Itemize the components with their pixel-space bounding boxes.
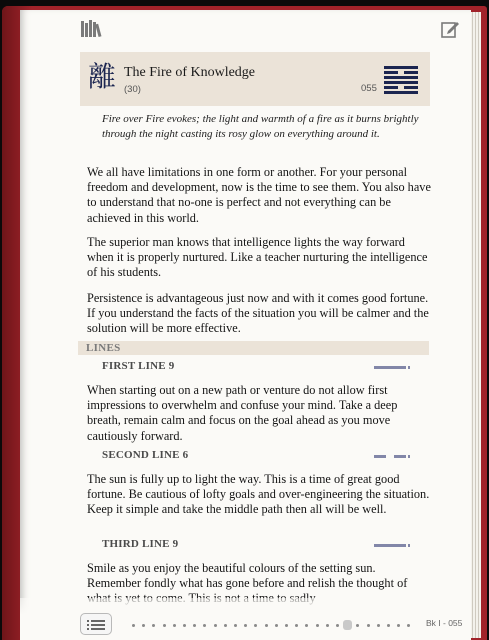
lines-section-header — [78, 341, 429, 355]
hexagram-header — [80, 52, 430, 106]
page-dot[interactable] — [234, 624, 237, 627]
page-dot[interactable] — [326, 624, 329, 627]
page-dot[interactable] — [356, 624, 359, 627]
top-toolbar — [20, 10, 471, 50]
page-number: 055 — [361, 83, 377, 94]
page-dot[interactable] — [265, 624, 268, 627]
page-dot[interactable] — [132, 624, 135, 627]
page-dot[interactable] — [275, 624, 278, 627]
lines-label: LINES — [86, 342, 121, 354]
yang-line — [384, 91, 418, 94]
body-paragraph: The superior man knows that intelligence lights the way forward when it is properly nurtured. Like a teacher nurturing the intelligence of his students. — [87, 235, 428, 280]
page-dot[interactable] — [407, 624, 410, 627]
page-indicator: Bk I - 055 — [426, 618, 463, 628]
hexagram-number: (30) — [124, 84, 141, 95]
yang-line — [384, 76, 418, 79]
book-page — [20, 10, 471, 640]
page-dot[interactable] — [285, 624, 288, 627]
page-dot[interactable] — [142, 624, 145, 627]
yang-line — [384, 66, 418, 69]
page-dot[interactable] — [254, 624, 257, 627]
page-dot[interactable] — [377, 624, 380, 627]
body-paragraph: We all have limitations in one form or another. For your personal freedom and development, now is the time to see them. You also have to understand that no-one is perfect and not everything can be achieved in this world. — [87, 165, 431, 225]
edit-note-icon[interactable] — [440, 19, 460, 39]
line-text: Smile as you enjoy the beautiful colours of the setting sun. Remember fondly what has gone before and relish the thought of — [87, 561, 408, 591]
body-paragraph: Persistence is advantageous just now and with it comes good fortune. If you understand the facts of the situation you will be calmer and the solution will be more effective. — [87, 291, 429, 336]
page-dot[interactable] — [183, 624, 186, 627]
yin-line — [404, 86, 418, 89]
yang-line-icon — [374, 544, 410, 547]
page-dot[interactable] — [397, 624, 400, 627]
books-icon[interactable] — [80, 19, 104, 39]
table-of-contents-button[interactable] — [80, 613, 112, 635]
line-title: FIRST LINE 9 — [102, 360, 175, 372]
line-text: When starting out on a new path or venture do not allow first impressions to overwhelm and confuse your mind. Take a deep breath, remain calm and focus on the goal ahead as you move cautiously forward. — [87, 383, 398, 443]
page-dot[interactable] — [387, 624, 390, 627]
page-dot[interactable] — [173, 624, 176, 627]
page-dot[interactable] — [193, 624, 196, 627]
yang-line-icon — [374, 366, 410, 369]
hexagram-symbol-icon — [384, 65, 418, 95]
yin-line — [384, 86, 398, 89]
page-scrubber[interactable] — [132, 622, 418, 630]
page-dot[interactable] — [163, 624, 166, 627]
yang-line — [384, 81, 418, 84]
yin-line — [384, 71, 398, 74]
hexagram-quote: Fire over Fire evokes; the light and warmth of a fire as it burns brightly through the night casting its rosy glow on everything around it. — [102, 113, 419, 140]
yin-line — [404, 71, 418, 74]
page-dot[interactable] — [367, 624, 370, 627]
line-text: The sun is fully up to light the way. This is a time of great good fortune. Be cautious of lofty goals and over-engineering the situation. Keep it simple and take the middle path then all will be well. — [87, 472, 430, 517]
hexagram-title: The Fire of Knowledge — [124, 65, 256, 80]
bottom-toolbar — [20, 598, 471, 640]
current-page-marker[interactable] — [343, 620, 352, 630]
page-dot[interactable] — [224, 624, 227, 627]
line-title: THIRD LINE 9 — [102, 538, 179, 550]
page-dot[interactable] — [244, 624, 247, 627]
page-dot[interactable] — [316, 624, 319, 627]
page-dot[interactable] — [152, 624, 155, 627]
hexagram-character: 離 — [88, 60, 117, 93]
page-dot[interactable] — [203, 624, 206, 627]
page-dot[interactable] — [295, 624, 298, 627]
yin-line-icon — [374, 455, 410, 458]
page-dot[interactable] — [336, 624, 339, 627]
page-dot[interactable] — [214, 624, 217, 627]
line-title: SECOND LINE 6 — [102, 449, 189, 461]
page-dot[interactable] — [305, 624, 308, 627]
